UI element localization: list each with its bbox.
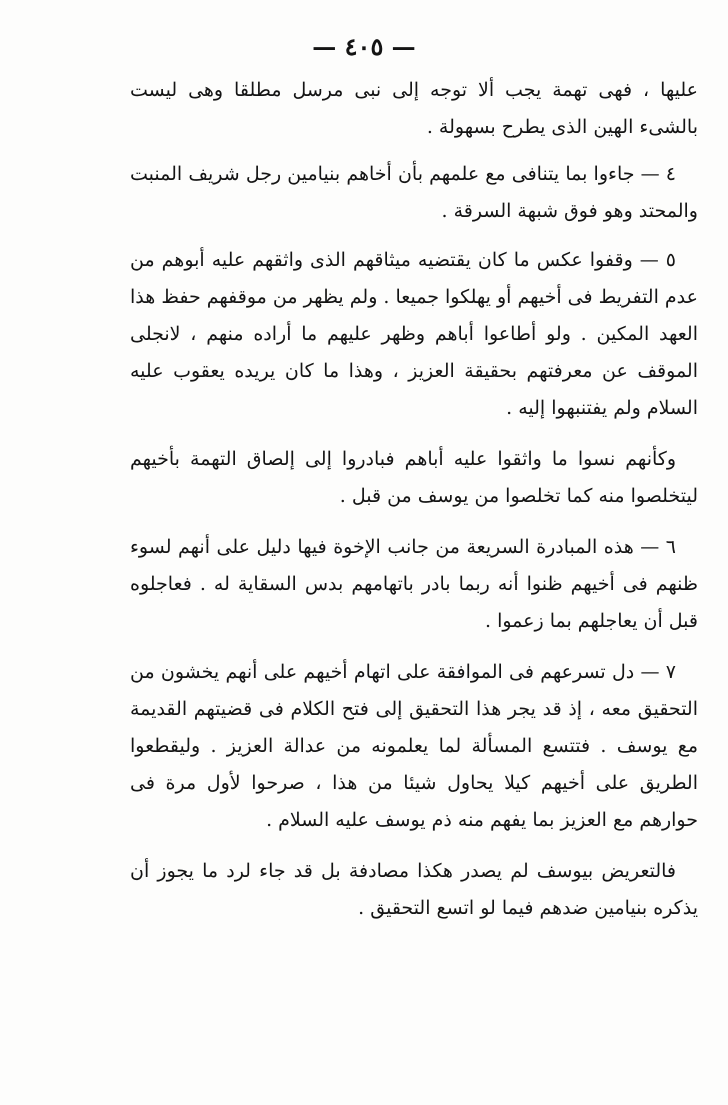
- paragraph-2: ٤ — جاءوا بما يتنافى مع علمهم بأن أخاهم بنيامين رجل شريف المنبت والمحتد وهو فوق شبهة السرقة .: [130, 163, 698, 222]
- paragraph-7: فالتعريض بيوسف لم يصدر هكذا مصادفة بل قد جاء لرد ما يجوز أن يذكره بنيامين ضدهم فيما لو اتسع التحقيق .: [130, 860, 698, 919]
- paragraph-1: عليها ، فهى تهمة يجب ألا توجه إلى نبى مرسل مطلقا وهى ليست بالشىء الهين الذى يطرح بسهولة .: [130, 79, 698, 138]
- paragraph-6: ٧ — دل تسرعهم فى الموافقة على اتهام أخيهم على أنهم يخشون من التحقيق معه ، إذ قد يجر هذا التحقيق إلى فتح الكلام فى قضيتهم القديمة مع يوسف . فتتسع المسألة لما يعلمونه من عدالة العزيز . وليقطعوا الطريق على أخيهم كيلا يحاول شيئا من هذا ، صرحوا لأول مرة فى حوارهم مع العزيز بما يفهم منه ذم يوسف عليه السلام .: [130, 661, 698, 831]
- paragraph-4: وكأنهم نسوا ما واثقوا عليه أباهم فبادروا إلى إلصاق التهمة بأخيهم ليتخلصوا منه كما تخلصوا من يوسف من قبل .: [130, 448, 698, 507]
- paragraph-5: ٦ — هذه المبادرة السريعة من جانب الإخوة فيها دليل على أنهم لسوء ظنهم فى أخيهم ظنوا أنه ربما بادر باتهامهم بدس السقاية له . فعاجلوه قبل أن يعاجلهم بما زعموا .: [130, 536, 698, 632]
- page-number: — ٤٠٥ —: [312, 32, 416, 61]
- body-text: [130, 72, 698, 927]
- paragraph-3: ٥ — وقفوا عكس ما كان يقتضيه ميثاقهم الذى واثقهم عليه أبوهم من عدم التفريط فى أخيهم أو يهلكوا جميعا . ولم يظهر من موقفهم حفظ هذا العهد المكين . ولو أطاعوا أباهم وظهر عليهم ما أراده منهم ، لانجلى الموقف عن معرفتهم بحقيقة العزيز ، وهذا ما كان يريده يعقوب عليه السلام ولم يفتنبهوا إليه .: [130, 249, 698, 419]
